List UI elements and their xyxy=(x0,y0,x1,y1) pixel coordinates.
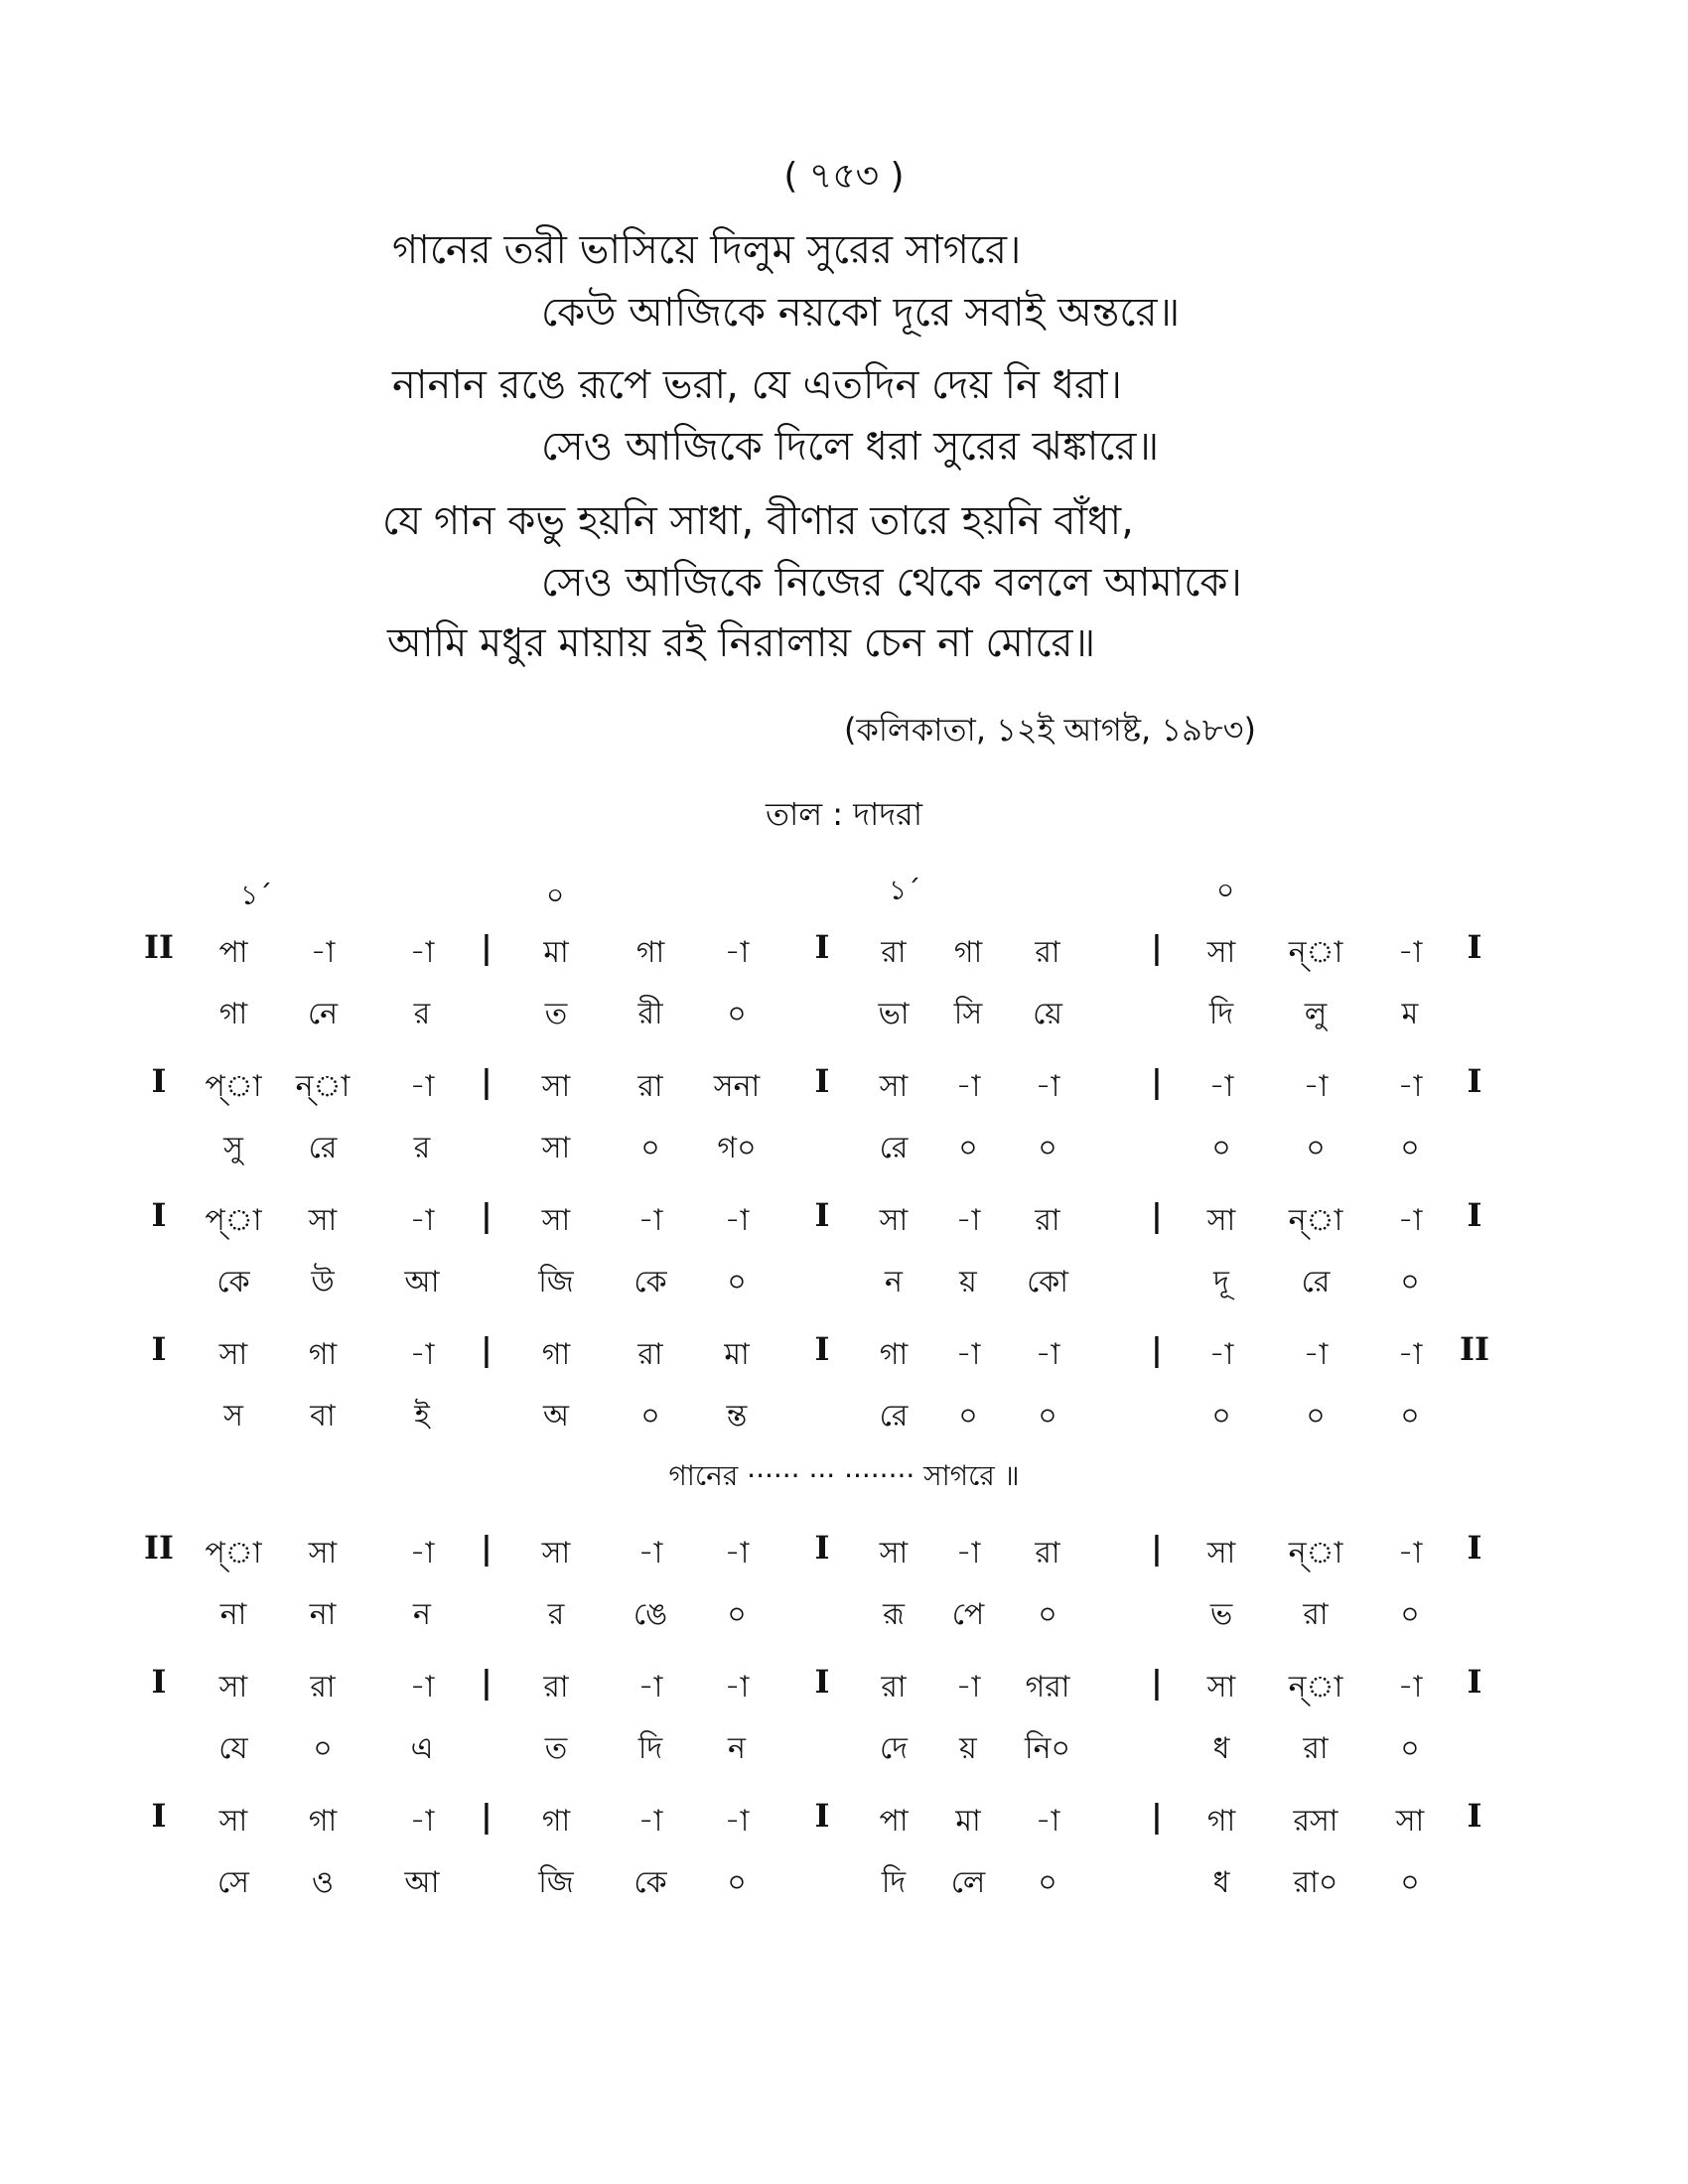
bani-syllable: রা xyxy=(1303,1731,1329,1766)
bani-syllable: র xyxy=(547,1597,565,1632)
bani-syllable: দি xyxy=(637,1731,663,1766)
bar-line: I xyxy=(814,1330,830,1368)
swara-note: ন্‌া xyxy=(1288,1536,1343,1570)
bani-syllable: ০ xyxy=(1038,1131,1057,1165)
bani-syllable: কে xyxy=(633,1865,667,1900)
swara-note: রা xyxy=(881,935,907,970)
bani-syllable: র xyxy=(413,1131,431,1165)
swara-note: রা xyxy=(637,1337,663,1372)
swara-note: -া xyxy=(409,1337,435,1372)
bar-line: I xyxy=(151,1663,167,1701)
swara-note: -া xyxy=(637,1670,663,1705)
bani-syllable: ধ xyxy=(1212,1865,1230,1900)
swara-note: -া xyxy=(1303,1337,1329,1372)
bar-line: | xyxy=(1151,1196,1163,1234)
swara-note: -া xyxy=(409,1203,435,1238)
swara-note: সা xyxy=(541,1536,571,1570)
bar-line: I xyxy=(1467,1797,1482,1835)
lyric-line-7: আমি মধুর মায়ায় রই নিরালায় চেন না মোরে॥ xyxy=(387,620,1096,666)
lyric-line-5: যে গান কভু হয়নি সাধা, বীণার তারে হয়নি বাঁধা, xyxy=(382,498,1134,544)
bani-syllable: সি xyxy=(953,997,983,1031)
swara-note: -া xyxy=(1397,1069,1423,1104)
bar-line: II xyxy=(144,1529,174,1567)
bani-syllable: গ০ xyxy=(717,1131,757,1165)
swara-note: -া xyxy=(409,1536,435,1570)
bani-syllable: ভা xyxy=(878,997,910,1031)
bani-syllable: কে xyxy=(216,1265,250,1299)
swara-note: মা xyxy=(543,935,569,970)
swara-note: -া xyxy=(637,1203,663,1238)
bani-syllable: বা xyxy=(310,1399,336,1433)
swara-note: ন্‌া xyxy=(295,1069,351,1104)
bar-line: I xyxy=(1467,1663,1482,1701)
bani-syllable: ও xyxy=(311,1865,335,1900)
swara-note: -া xyxy=(1397,1337,1423,1372)
swara-note: -া xyxy=(724,1804,750,1839)
bani-syllable: ০ xyxy=(1211,1399,1231,1433)
bani-syllable: দূ xyxy=(1213,1265,1229,1299)
swara-note: সা xyxy=(541,1069,571,1104)
bani-syllable: ন xyxy=(413,1597,431,1632)
bani-syllable: রে xyxy=(879,1131,909,1165)
swara-note: -া xyxy=(1397,935,1423,970)
swara-note: -া xyxy=(1035,1804,1060,1839)
bar-line: I xyxy=(1467,1196,1482,1234)
bani-syllable: ০ xyxy=(727,1865,747,1900)
bar-line: | xyxy=(481,1196,492,1234)
bar-line: | xyxy=(481,1797,492,1835)
swara-note: পা xyxy=(218,935,248,970)
swara-note: গা xyxy=(541,1337,571,1372)
lyric-line-2: কেউ আজিকে নয়কো দূরে সবাই অন্তরে॥ xyxy=(541,290,1181,336)
bar-line: | xyxy=(1151,1529,1163,1567)
bani-syllable: কে xyxy=(633,1265,667,1299)
swara-note: -া xyxy=(724,1670,750,1705)
swara-note: -া xyxy=(310,935,336,970)
beat-marker: ০ xyxy=(546,879,565,911)
swara-note: সা xyxy=(1206,1203,1236,1238)
swara-note: -া xyxy=(955,1337,981,1372)
swara-note: মা xyxy=(724,1337,750,1372)
swara-note: -া xyxy=(637,1536,663,1570)
place-date: (কলিকাতা, ১২ই আগষ্ট, ১৯৮৩) xyxy=(844,711,1256,749)
bani-syllable: ০ xyxy=(1400,1731,1420,1766)
swara-note: -া xyxy=(1303,1069,1329,1104)
bar-line: | xyxy=(1151,928,1163,966)
bani-syllable: ভ xyxy=(1209,1597,1233,1632)
bani-syllable: নে xyxy=(307,997,339,1031)
bani-syllable: ০ xyxy=(1400,1597,1420,1632)
bar-line: I xyxy=(814,1529,830,1567)
swara-note: -া xyxy=(955,1069,981,1104)
lyric-line-6: সেও আজিকে নিজের থেকে বললে আমাকে। xyxy=(541,560,1242,606)
swara-note: -া xyxy=(955,1203,981,1238)
bar-line: I xyxy=(814,928,830,966)
bani-syllable: ন xyxy=(728,1731,746,1766)
swara-note: গরা xyxy=(1025,1670,1070,1705)
bani-syllable: দে xyxy=(880,1731,908,1766)
bani-syllable: য় xyxy=(959,1265,977,1299)
swara-note: প্‌া xyxy=(205,1536,262,1570)
lyric-line-4: সেও আজিকে দিলে ধরা সুরের ঝঙ্কারে॥ xyxy=(541,424,1160,470)
swara-note: সা xyxy=(1206,1670,1236,1705)
swara-note: সা xyxy=(308,1536,338,1570)
bar-line: I xyxy=(151,1062,167,1100)
bar-line: | xyxy=(1151,1797,1163,1835)
bani-syllable: সু xyxy=(223,1131,243,1165)
bani-syllable: ০ xyxy=(727,997,747,1031)
swara-note: গা xyxy=(635,935,665,970)
lyric-line-3: নানান রঙে রূপে ভরা, যে এতদিন দেয় নি ধরা। xyxy=(392,362,1122,408)
bani-syllable: রা xyxy=(1303,1597,1329,1632)
bani-syllable: উ xyxy=(311,1265,335,1299)
swara-note: গা xyxy=(1206,1804,1236,1839)
bani-syllable: জি xyxy=(538,1265,574,1299)
swara-note: রা xyxy=(637,1069,663,1104)
swara-note: -া xyxy=(409,1670,435,1705)
swara-note: গা xyxy=(879,1337,909,1372)
bar-line: I xyxy=(814,1062,830,1100)
swara-note: গা xyxy=(308,1337,338,1372)
swara-note: গা xyxy=(541,1804,571,1839)
bani-syllable: য় xyxy=(959,1731,977,1766)
bani-syllable: এ xyxy=(410,1731,434,1766)
bani-syllable: লে xyxy=(950,1865,986,1900)
bani-syllable: ০ xyxy=(1400,1399,1420,1433)
bani-syllable: ঙে xyxy=(633,1597,668,1632)
bar-line: | xyxy=(481,1529,492,1567)
swara-note: সা xyxy=(1206,1536,1236,1570)
swara-note: সা xyxy=(879,1536,909,1570)
swara-note: গা xyxy=(953,935,983,970)
swara-note: -া xyxy=(409,1804,435,1839)
taal-heading: তাল : দাদরা xyxy=(765,795,923,833)
bani-syllable: ম xyxy=(1401,997,1419,1031)
bar-line: | xyxy=(481,1062,492,1100)
bani-syllable: ত xyxy=(544,1731,568,1766)
bani-syllable: দি xyxy=(881,1865,907,1900)
bani-syllable: ০ xyxy=(1400,1865,1420,1900)
swara-note: সা xyxy=(879,1069,909,1104)
bar-line: I xyxy=(814,1797,830,1835)
swara-note: -া xyxy=(409,935,435,970)
swara-note: ন্‌া xyxy=(1288,935,1343,970)
bar-line: I xyxy=(1467,1529,1482,1567)
bar-line: I xyxy=(151,1797,167,1835)
swara-note: সা xyxy=(218,1670,248,1705)
swara-note: রা xyxy=(881,1670,907,1705)
bani-syllable: দি xyxy=(1208,997,1234,1031)
bani-syllable: রা০ xyxy=(1293,1865,1338,1900)
bani-syllable: রে xyxy=(879,1399,909,1433)
swara-note: ন্‌া xyxy=(1288,1670,1343,1705)
bani-syllable: রী xyxy=(637,997,663,1031)
swara-note: সা xyxy=(1206,935,1236,970)
swara-note: রা xyxy=(1035,1536,1060,1570)
bar-line: | xyxy=(481,928,492,966)
swara-note: গা xyxy=(308,1804,338,1839)
bani-syllable: ০ xyxy=(1400,1131,1420,1165)
bani-syllable: যে xyxy=(218,1731,248,1766)
bani-syllable: ০ xyxy=(727,1597,747,1632)
bar-line: | xyxy=(1151,1330,1163,1368)
swara-note: -া xyxy=(637,1804,663,1839)
bani-syllable: ধ xyxy=(1212,1731,1230,1766)
swara-note: মা xyxy=(955,1804,981,1839)
bani-syllable: সে xyxy=(217,1865,249,1900)
swara-note: -া xyxy=(955,1670,981,1705)
bar-line: II xyxy=(144,928,174,966)
bani-syllable: ন xyxy=(885,1265,903,1299)
bani-syllable: অ xyxy=(543,1399,569,1433)
bani-syllable: ০ xyxy=(1038,1597,1057,1632)
bani-syllable: স xyxy=(223,1399,243,1433)
bani-syllable: র xyxy=(413,997,431,1031)
swara-note: রা xyxy=(310,1670,336,1705)
bar-line: | xyxy=(481,1663,492,1701)
swara-note: প্‌া xyxy=(205,1203,262,1238)
swara-note: রসা xyxy=(1293,1804,1338,1839)
lyric-line-1: গানের তরী ভাসিয়ে দিলুম সুরের সাগরে। xyxy=(392,227,1022,273)
swara-note: -া xyxy=(724,1203,750,1238)
swara-note: -া xyxy=(1397,1536,1423,1570)
swara-note: রা xyxy=(543,1670,569,1705)
swara-note: সা xyxy=(879,1203,909,1238)
swara-note: -া xyxy=(724,1536,750,1570)
swara-note: -া xyxy=(724,935,750,970)
bani-syllable: ০ xyxy=(1306,1399,1326,1433)
bani-syllable: ০ xyxy=(727,1265,747,1299)
swara-note: -া xyxy=(409,1069,435,1104)
swara-note: -া xyxy=(1208,1069,1234,1104)
bar-line: | xyxy=(1151,1663,1163,1701)
bani-syllable: ০ xyxy=(640,1399,660,1433)
bani-syllable: ০ xyxy=(958,1399,978,1433)
bani-syllable: ০ xyxy=(640,1131,660,1165)
swara-note: সা xyxy=(541,1203,571,1238)
bar-line: I xyxy=(151,1196,167,1234)
swara-note: সা xyxy=(308,1203,338,1238)
bani-syllable: না xyxy=(219,1597,247,1632)
bani-syllable: রূ xyxy=(883,1597,905,1632)
bani-syllable: ০ xyxy=(313,1731,333,1766)
bani-syllable: ০ xyxy=(1306,1131,1326,1165)
bani-syllable: আ xyxy=(404,1265,440,1299)
bani-syllable: ০ xyxy=(1400,1265,1420,1299)
bani-syllable: য়ে xyxy=(1033,997,1062,1031)
beat-marker: ০ xyxy=(1216,874,1235,906)
swara-note: সনা xyxy=(713,1069,761,1104)
swara-note: সা xyxy=(218,1337,248,1372)
swara-note: সা xyxy=(218,1804,248,1839)
bani-syllable: রে xyxy=(1301,1265,1331,1299)
bar-line: I xyxy=(151,1330,167,1368)
bani-syllable: আ xyxy=(404,1865,440,1900)
bani-syllable: সা xyxy=(541,1131,571,1165)
beat-marker: ১´ xyxy=(240,879,273,911)
bani-syllable: ০ xyxy=(1038,1399,1057,1433)
swara-note: পা xyxy=(879,1804,909,1839)
swara-note: -া xyxy=(1035,1069,1060,1104)
bani-syllable: রে xyxy=(308,1131,338,1165)
bani-syllable: ০ xyxy=(1211,1131,1231,1165)
bar-line: I xyxy=(814,1663,830,1701)
bani-syllable: পে xyxy=(951,1597,985,1632)
bar-line: I xyxy=(1467,928,1482,966)
bani-syllable: ন্ত xyxy=(726,1399,748,1433)
swara-note: রা xyxy=(1035,935,1060,970)
bani-syllable: গা xyxy=(218,997,248,1031)
bar-line: I xyxy=(814,1196,830,1234)
swara-note: -া xyxy=(1208,1337,1234,1372)
bani-syllable: ই xyxy=(414,1399,430,1433)
bar-line: | xyxy=(1151,1062,1163,1100)
swara-note: -া xyxy=(1035,1337,1060,1372)
bani-syllable: না xyxy=(309,1597,337,1632)
bani-syllable: কো xyxy=(1027,1265,1068,1299)
swara-note: -া xyxy=(1397,1203,1423,1238)
reprise-line: গানের ······ ··· ········ সাগরে ॥ xyxy=(668,1459,1020,1492)
bani-syllable: ০ xyxy=(1038,1865,1057,1900)
bani-syllable: ত xyxy=(544,997,568,1031)
swara-note: প্‌া xyxy=(205,1069,262,1104)
swara-note: ন্‌া xyxy=(1288,1203,1343,1238)
bani-syllable: নি০ xyxy=(1025,1731,1070,1766)
swara-note: -া xyxy=(955,1536,981,1570)
bani-syllable: ০ xyxy=(958,1131,978,1165)
bar-line: I xyxy=(1467,1062,1482,1100)
page-number: ( ৭৫৩ ) xyxy=(783,156,905,197)
swara-note: সা xyxy=(1395,1804,1425,1839)
bar-line: | xyxy=(481,1330,492,1368)
swara-note: -া xyxy=(1397,1670,1423,1705)
swara-note: রা xyxy=(1035,1203,1060,1238)
bani-syllable: জি xyxy=(538,1865,574,1900)
bani-syllable: লু xyxy=(1304,997,1328,1031)
bar-line: II xyxy=(1460,1330,1489,1368)
beat-marker: ১´ xyxy=(889,874,921,906)
